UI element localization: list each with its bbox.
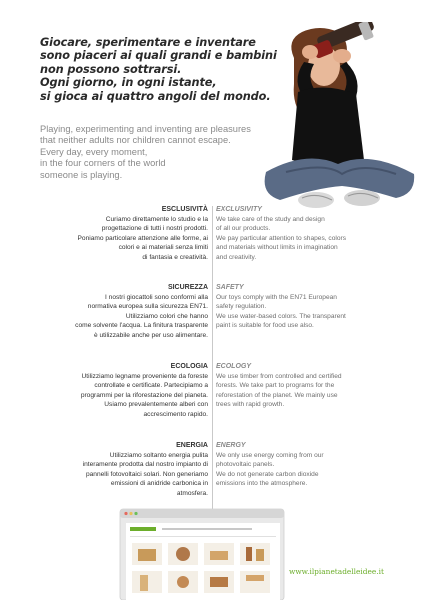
section-text-it: pannelli fotovoltaici solari. Non generiamo: [85, 470, 208, 478]
column-divider: [212, 206, 213, 516]
headline-line: si gioca ai quattro angoli del mondo.: [40, 89, 271, 103]
subtitle-line: Every day, every moment,: [40, 146, 148, 157]
subtitle-line: Playing, experimenting and inventing are pleasures: [40, 124, 251, 134]
headline-line: Giocare, sperimentare e inventare: [40, 36, 256, 49]
section-title-it: ECOLOGIA: [170, 363, 208, 370]
section-title-en: EXCLUSIVITY: [216, 206, 262, 213]
section-text-it: programmi per la riforestazione del pianeta.: [80, 391, 208, 399]
section-text-it: Usiamo prevalentemente alberi con: [104, 401, 208, 409]
section-title-it: ESCLUSIVITÀ: [161, 206, 208, 213]
headline-line: Ogni giorno, in ogni istante,: [40, 76, 217, 90]
section-title-en: SAFETY: [216, 284, 244, 291]
section-text-it: progettazione di tutti i nostri prodotti.: [101, 225, 208, 233]
section-text-en: emissions into the atmosphere.: [216, 480, 308, 488]
section-text-it: Utilizziamo legname proveniente da foreste: [81, 372, 208, 380]
section-text-en: We take care of the study and design: [216, 215, 325, 223]
section-text-it: interamente prodotta dal nostro impianto di: [82, 461, 208, 469]
section-ecologia: [30, 362, 208, 420]
section-text-it: controllate e certificate. Partecipiamo a: [94, 382, 208, 390]
website-screenshot-image: [118, 505, 288, 600]
section-text-it: è utilizzabile anche per uso alimentare.: [94, 331, 208, 339]
section-text-it: di fantasia e creatività.: [142, 253, 208, 261]
subtitle-line: someone is playing.: [40, 169, 123, 180]
section-title-it: ENERGIA: [176, 442, 208, 449]
section-text-it: come solvente l'acqua. La finitura trasparente: [75, 322, 208, 330]
section-text-it: atmosfera.: [176, 489, 208, 497]
section-text-it: Utilizziamo soltanto energia pulita: [109, 451, 208, 459]
section-text-it: I nostri giocattoli sono conformi alla: [105, 293, 208, 301]
section-esclusivita: [30, 205, 208, 263]
section-text-it: Poniamo particolare attenzione alle forme, ai: [77, 234, 208, 242]
section-text-it: emissioni di anidride carbonica in: [110, 480, 208, 488]
section-text-en: and materials without limits in imagination: [216, 244, 338, 252]
subtitle-line: in the four corners of the world: [40, 158, 166, 169]
section-text-it: normativa europea sulla sicurezza EN71.: [87, 303, 208, 311]
section-text-en: photovoltaic panels.: [216, 461, 275, 469]
section-text-en: reforestation of the planet. We mainly use: [216, 391, 338, 399]
section-text-en: safety regulation.: [216, 303, 267, 311]
headline-line: non possono sottrarsi.: [40, 62, 182, 76]
section-text-it: colori e ai materiali senza limiti: [118, 244, 208, 252]
section-text-en: We pay particular attention to shapes, colors: [216, 234, 346, 242]
section-text-en: paint is suitable for food use also.: [216, 322, 314, 330]
section-text-en: Our toys comply with the EN71 European: [216, 293, 337, 301]
section-text-en: and creativity.: [216, 253, 257, 261]
section-energy: [216, 441, 386, 489]
section-text-it: accrescimento rapido.: [143, 410, 208, 418]
section-energia: [30, 441, 208, 499]
headline-line: sono piaceri ai quali grandi e bambini: [40, 49, 277, 63]
section-safety: [216, 283, 386, 331]
section-text-it: Curiamo direttamente lo studio e la: [105, 215, 208, 223]
section-ecology: [216, 362, 386, 410]
section-exclusivity: [216, 205, 386, 263]
section-text-en: of all our products.: [216, 225, 271, 233]
section-text-en: We only use energy coming from our: [216, 451, 324, 459]
section-sicurezza: [30, 283, 208, 341]
child-telescope-photo: [246, 22, 423, 218]
website-url[interactable]: www.ilpianetadelleidee.it: [289, 567, 384, 576]
subtitle-line: that neither adults nor children cannot escape.: [40, 135, 231, 146]
section-text-en: We use timber from controlled and certified: [216, 372, 342, 380]
section-text-it: Utilizziamo colori che hanno: [125, 312, 208, 320]
section-title-en: ENERGY: [216, 442, 246, 449]
section-text-en: We do not generate carbon dioxide: [216, 470, 319, 478]
section-title-it: SICUREZZA: [167, 284, 208, 291]
section-text-en: trees with rapid growth.: [216, 401, 285, 409]
section-text-en: forests. We take part to programs for the: [216, 382, 335, 390]
section-text-en: We use water-based colors. The transparent: [216, 312, 346, 320]
section-title-en: ECOLOGY: [216, 363, 252, 370]
